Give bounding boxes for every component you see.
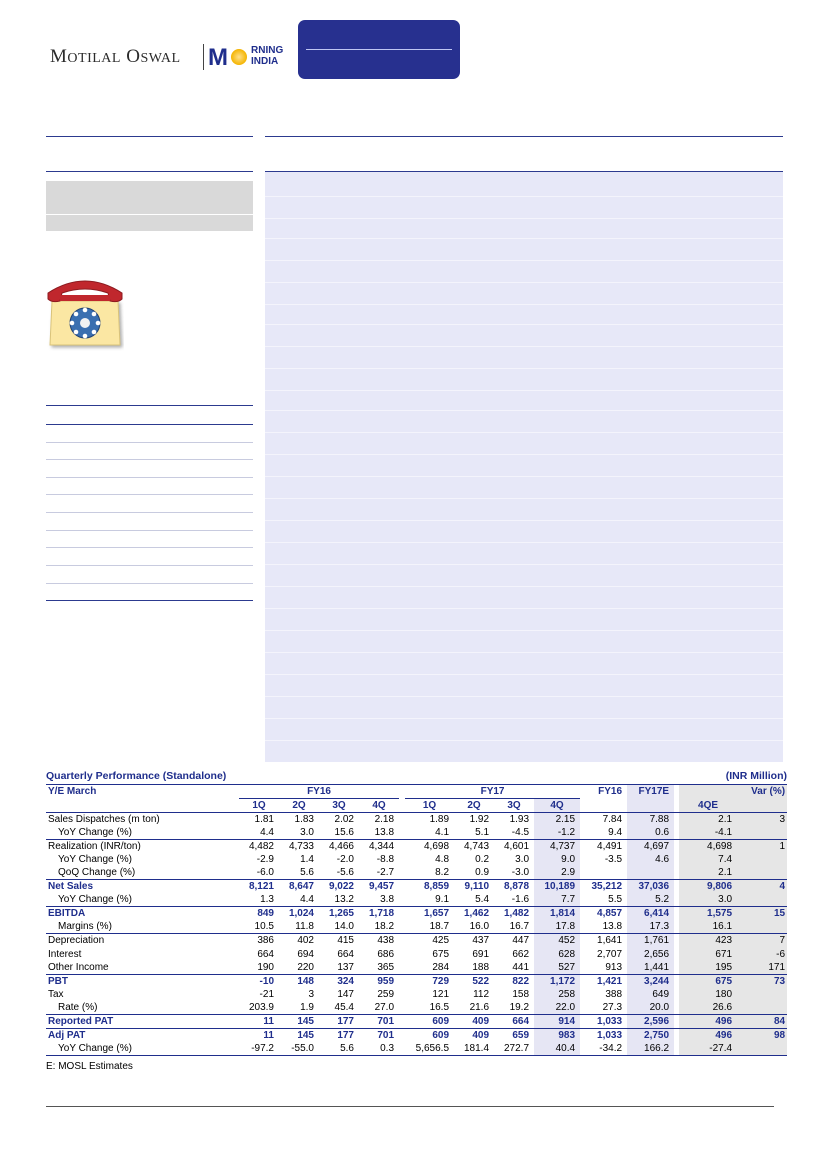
table-cell: Rate (%) [58, 1002, 98, 1014]
table-cell: 11 [239, 1015, 279, 1029]
table-cell: 22.0 [534, 1001, 580, 1015]
table-cell: -4.5 [511, 827, 530, 838]
table-cell: 272.7 [494, 1042, 534, 1056]
table-cell: 1.89 [405, 813, 454, 827]
table-cell: 0.6 [627, 826, 674, 840]
table-row [46, 893, 787, 907]
table-footnote: E: MOSL Estimates [46, 1061, 133, 1072]
table-cell: 3.0 [515, 854, 530, 866]
table-cell: 671 [679, 947, 737, 960]
table-cell: 1,814 [534, 907, 580, 921]
table-row [46, 1001, 787, 1015]
table-cell: 8,121 [239, 880, 279, 894]
table-cell: 4,737 [534, 840, 580, 854]
table-cell [587, 866, 627, 880]
table-cell: 1.83 [279, 813, 319, 827]
table-cell: 402 [279, 934, 319, 948]
table-cell: 4,743 [454, 840, 494, 854]
table-cell: 441 [512, 961, 530, 973]
table-cell: 177 [319, 1029, 359, 1043]
table-cell: -10 [239, 974, 279, 988]
table-cell: 20.0 [627, 1001, 674, 1015]
table-cell: 4,482 [239, 840, 279, 854]
table-cell: YoY Change (%) [58, 894, 132, 906]
table-cell: 522 [454, 974, 494, 988]
table-cell: 8,647 [279, 880, 319, 894]
table-cell: 13.8 [374, 827, 395, 838]
sidebar-list-divider [46, 442, 253, 443]
table-cell: 324 [319, 974, 359, 988]
table-cell: 37,036 [627, 880, 674, 894]
table-cell: 4,698 [679, 840, 737, 854]
table-cell: Sales Dispatches (m ton) [46, 813, 239, 827]
column-header: FY17 [405, 785, 580, 799]
table-cell: 18.2 [374, 921, 395, 933]
table-cell: 1,761 [627, 934, 674, 948]
morning-india-logo-text: RNING INDIA [251, 45, 284, 67]
table-cell: 409 [454, 1015, 494, 1029]
table-cell: 40.4 [534, 1042, 580, 1056]
table-cell: Other Income [48, 961, 109, 973]
table-cell: PBT [46, 974, 239, 988]
table-cell: 137 [337, 961, 354, 973]
table-cell: -5.6 [336, 867, 354, 879]
table-cell: 1.4 [300, 854, 314, 866]
table-cell: 5.2 [627, 893, 674, 907]
table-cell: 675 [432, 948, 450, 960]
table-cell: 388 [605, 988, 623, 1000]
table-cell: 691 [472, 948, 490, 960]
table-cell: 1 [737, 840, 787, 854]
table-cell: QoQ Change (%) [58, 867, 136, 879]
table-cell: 10.5 [254, 921, 274, 933]
table-cell: 181.4 [454, 1042, 494, 1056]
table-cell: 166.2 [627, 1042, 674, 1056]
table-cell: 2,656 [627, 947, 674, 960]
table-cell: 1,482 [494, 907, 534, 921]
table-cell: -2.9 [256, 854, 274, 866]
table-cell: 4,733 [279, 840, 319, 854]
table-cell: 45.4 [334, 1002, 354, 1014]
column-header: 4QE [679, 799, 737, 813]
table-row [46, 988, 787, 1001]
table-cell: 26.6 [679, 1001, 737, 1015]
table-row [46, 1015, 787, 1029]
table-cell: YoY Change (%) [58, 854, 132, 866]
table-row [46, 934, 787, 948]
table-cell: 5.6 [319, 1042, 359, 1056]
table-cell: -34.2 [587, 1042, 627, 1056]
table-cell: 1.92 [454, 813, 494, 827]
table-cell: 701 [359, 1029, 399, 1043]
table-cell: 659 [494, 1029, 534, 1043]
table-cell: 1,641 [587, 934, 627, 948]
table-cell [737, 853, 787, 866]
table-cell: 437 [454, 934, 494, 948]
table-cell: 16.7 [509, 921, 530, 933]
table-cell: 649 [627, 988, 674, 1001]
table-cell: 1,033 [587, 1029, 627, 1043]
table-cell: 3 [308, 988, 314, 1000]
table-cell: 409 [454, 1029, 494, 1043]
table-cell: 11.8 [295, 921, 314, 933]
table-cell: 5.1 [475, 827, 490, 838]
header-row-years [46, 785, 787, 799]
table-cell: -3.5 [604, 854, 623, 866]
table-cell: Margins (%) [58, 921, 112, 933]
table-cell: 452 [534, 934, 580, 948]
table-row [46, 1029, 787, 1043]
table-cell: -2.0 [336, 854, 354, 866]
sidebar-list-divider [46, 459, 253, 460]
table-cell: 9,806 [679, 880, 737, 894]
table-cell: 15 [737, 907, 787, 921]
table-row [46, 920, 787, 934]
column-header: 3Q [319, 799, 359, 813]
table-cell: 664 [337, 948, 354, 960]
table-cell: 1,718 [359, 907, 399, 921]
table-cell: 4,697 [627, 840, 674, 854]
table-cell: 112 [473, 988, 490, 1000]
table-cell: 21.6 [469, 1002, 490, 1014]
sun-icon [231, 49, 247, 65]
table-cell: 914 [534, 1015, 580, 1029]
table-cell: 148 [279, 974, 319, 988]
column-header: 1Q [239, 799, 279, 813]
table-cell: 11 [239, 1029, 279, 1043]
morning-india-logo-m: M [208, 44, 228, 71]
footer-rule [46, 1106, 774, 1107]
table-cell: 27.3 [602, 1002, 623, 1014]
table-cell: 220 [297, 961, 314, 973]
table-cell: 9,110 [454, 880, 494, 894]
table-cell: 195 [679, 961, 737, 975]
table-cell [737, 893, 787, 907]
sidebar-list-divider [46, 530, 253, 531]
table-cell: 913 [605, 961, 623, 973]
table-cell: 1,462 [454, 907, 494, 921]
table-row [46, 947, 787, 960]
table-cell: 425 [405, 934, 454, 948]
table-row [46, 853, 787, 866]
table-cell: -6.0 [256, 867, 274, 879]
table-cell: -1.2 [534, 826, 580, 840]
table-cell: Interest [48, 948, 82, 960]
table-cell: 1.81 [239, 813, 279, 827]
table-cell: 259 [377, 988, 395, 1000]
table-cell: -4.1 [679, 826, 737, 840]
table-cell: 628 [534, 947, 580, 960]
table-cell: 3,244 [627, 974, 674, 988]
sidebar-list-divider [46, 583, 253, 584]
table-cell: 1,441 [627, 961, 674, 975]
header-row-quarters [46, 799, 787, 813]
table-cell: 822 [494, 974, 534, 988]
table-cell: EBITDA [46, 907, 239, 921]
table-cell: 664 [257, 948, 274, 960]
table-cell: 258 [534, 988, 580, 1001]
table-cell: YoY Change (%) [58, 827, 132, 838]
table-cell: 664 [494, 1015, 534, 1029]
table-cell: 10,189 [534, 880, 580, 894]
table-cell: 1,265 [319, 907, 359, 921]
table-cell: -2.7 [376, 867, 395, 879]
table-cell: 0.3 [359, 1042, 399, 1056]
table-row [46, 974, 787, 988]
table-cell: 983 [534, 1029, 580, 1043]
table-cell: 7.4 [679, 853, 737, 866]
table-cell: 4,466 [319, 840, 359, 854]
table-cell: 4.6 [627, 853, 674, 866]
table-cell: 2.18 [359, 813, 399, 827]
sidebar-list-divider [46, 512, 253, 513]
table-cell: 1,657 [405, 907, 454, 921]
table-cell: 2.15 [534, 813, 580, 827]
main-content-panel [265, 172, 783, 762]
table-cell: 177 [319, 1015, 359, 1029]
table-cell: 4.8 [435, 854, 450, 866]
sidebar-rule [46, 405, 253, 406]
table-cell: 2.02 [319, 813, 359, 827]
table-cell: Depreciation [46, 934, 239, 948]
table-cell: 447 [494, 934, 534, 948]
table-row [46, 866, 787, 880]
table-cell: 9,022 [319, 880, 359, 894]
table-cell: 14.0 [334, 921, 354, 933]
table-cell: 203.9 [248, 1002, 274, 1014]
table-row [46, 961, 787, 975]
sidebar-list-divider [46, 477, 253, 478]
column-header: 4Q [534, 799, 580, 813]
table-cell: 1.3 [260, 894, 274, 906]
table-cell: 4.1 [435, 827, 450, 838]
table-cell: 609 [405, 1015, 454, 1029]
table-cell: 9.0 [534, 853, 580, 866]
table-cell: 7.7 [534, 893, 580, 907]
column-header: 2Q [279, 799, 319, 813]
table-cell: Adj PAT [46, 1029, 239, 1043]
table-cell: 5.6 [300, 867, 314, 879]
table-cell: YoY Change (%) [46, 1042, 239, 1056]
table-cell: 4 [737, 880, 787, 894]
sidebar-rule [46, 600, 253, 601]
table-cell: 1,033 [587, 1015, 627, 1029]
table-cell: 2,596 [627, 1015, 674, 1029]
table-cell: 0.9 [475, 867, 490, 879]
table-cell: 1,421 [587, 974, 627, 988]
table-cell: 1,575 [679, 907, 737, 921]
table-cell: 365 [377, 961, 395, 973]
table-cell: 496 [679, 1015, 737, 1029]
table-cell: 849 [239, 907, 279, 921]
table-cell: 4,857 [587, 907, 627, 921]
table-cell: 4.4 [300, 894, 314, 906]
table-cell: 13.8 [602, 921, 623, 933]
table-cell: 121 [432, 988, 450, 1000]
sidebar-rule [46, 171, 253, 172]
table-cell: 145 [279, 1029, 319, 1043]
table-cell: 2,750 [627, 1029, 674, 1043]
table-cell: 438 [359, 934, 399, 948]
table-cell: 190 [257, 961, 274, 973]
table-cell [737, 866, 787, 880]
sidebar-list-divider [46, 494, 253, 495]
table-cell: 35,212 [587, 880, 627, 894]
table-cell: -27.4 [679, 1042, 737, 1056]
table-cell: 8,859 [405, 880, 454, 894]
table-cell: 5.5 [608, 894, 623, 906]
table-cell: 1,024 [279, 907, 319, 921]
column-header: FY16 [598, 786, 623, 798]
table-cell [737, 826, 787, 840]
table-cell [737, 1001, 787, 1015]
table-row [46, 907, 787, 921]
table-cell: -1.6 [511, 894, 530, 906]
table-cell: 145 [279, 1015, 319, 1029]
table-cell: 2,707 [597, 948, 623, 960]
table-cell: 19.2 [509, 1002, 530, 1014]
table-cell: 73 [737, 974, 787, 988]
sidebar-info-box [46, 181, 253, 231]
column-header: 2Q [454, 799, 494, 813]
column-header: 4Q [359, 799, 399, 813]
table-cell: 18.7 [429, 921, 450, 933]
table-cell: 4.4 [260, 827, 274, 838]
table-cell: 527 [534, 961, 580, 975]
table-row [46, 880, 787, 894]
table-cell: 188 [472, 961, 490, 973]
table-cell: 9.4 [608, 827, 623, 838]
sidebar-rule [46, 136, 253, 137]
column-header: Y/E March [48, 786, 97, 798]
table-row [46, 1042, 787, 1056]
table-cell [737, 1042, 787, 1056]
table-cell: 609 [405, 1029, 454, 1043]
logo-divider [203, 44, 204, 70]
table-cell: 16.1 [679, 920, 737, 934]
table-cell: 171 [737, 961, 787, 975]
column-header: 1Q [405, 799, 454, 813]
table-cell: 423 [679, 934, 737, 948]
table-cell: -8.8 [376, 854, 395, 866]
table-cell: 4,698 [405, 840, 454, 854]
table-cell: Net Sales [46, 880, 239, 894]
main-rule [265, 136, 783, 137]
table-cell: 2.9 [534, 866, 580, 880]
table-cell: 16.5 [429, 1002, 450, 1014]
table-cell: 7 [737, 934, 787, 948]
table-cell: -21 [259, 988, 274, 1000]
table-title: Quarterly Performance (Standalone) [46, 770, 227, 782]
table-cell: 147 [337, 988, 354, 1000]
table-cell: 284 [432, 961, 450, 973]
table-cell: 2.1 [679, 866, 737, 880]
table-row [46, 840, 787, 854]
table-cell: 415 [319, 934, 359, 948]
table-cell [737, 920, 787, 934]
table-cell: 9,457 [359, 880, 399, 894]
table-cell: 8,878 [494, 880, 534, 894]
table-cell: 675 [679, 974, 737, 988]
table-cell: 694 [297, 948, 314, 960]
column-header: FY17E [627, 785, 674, 799]
table-cell: 7.84 [587, 813, 627, 827]
table-cell: 158 [512, 988, 530, 1000]
table-row [46, 826, 787, 840]
table-cell: -55.0 [279, 1042, 319, 1056]
table-cell: 13.2 [334, 894, 354, 906]
table-cell: 6,414 [627, 907, 674, 921]
motilal-oswal-logo: MOTILAL OSWAL [50, 46, 181, 67]
sidebar-list-divider [46, 547, 253, 548]
table-cell [737, 988, 787, 1001]
sidebar-rule [46, 424, 253, 425]
sidebar-list-divider [46, 565, 253, 566]
table-cell: 1.93 [494, 813, 534, 827]
table-cell: 2.1 [679, 813, 737, 827]
table-cell: Reported PAT [46, 1015, 239, 1029]
table-cell: 17.8 [534, 920, 580, 934]
table-cell: 959 [359, 974, 399, 988]
table-unit: (INR Million) [725, 770, 787, 782]
table-cell: 5,656.5 [405, 1042, 454, 1056]
header-banner [298, 20, 460, 79]
table-cell: 15.6 [334, 827, 354, 838]
table-cell: 17.3 [627, 920, 674, 934]
table-cell: 4,601 [494, 840, 534, 854]
table-cell: 8.2 [435, 867, 450, 879]
table-cell: 3.0 [300, 827, 314, 838]
table-cell: 729 [405, 974, 454, 988]
table-row [46, 813, 787, 827]
table-cell: 1,172 [534, 974, 580, 988]
table-cell: 3.8 [380, 894, 395, 906]
column-header [679, 785, 737, 799]
table-cell: 84 [737, 1015, 787, 1029]
table-cell: 5.4 [475, 894, 490, 906]
table-cell: -6 [737, 947, 787, 960]
column-header: 3Q [494, 799, 534, 813]
table-cell: 4,491 [587, 840, 627, 854]
table-cell: Realization (INR/ton) [46, 840, 239, 854]
conference-call-icon [46, 273, 124, 351]
table-cell [627, 866, 674, 880]
table-cell: -3.0 [511, 867, 530, 879]
table-cell: 4,344 [359, 840, 399, 854]
table-cell: 180 [679, 988, 737, 1001]
table-cell: 9.1 [435, 894, 450, 906]
table-cell: 386 [239, 934, 279, 948]
performance-grid [46, 785, 787, 1056]
table-cell: 3.0 [679, 893, 737, 907]
table-cell: 16.0 [469, 921, 490, 933]
table-cell: -97.2 [239, 1042, 279, 1056]
table-cell: Tax [48, 988, 64, 1000]
column-header: FY16 [239, 785, 399, 799]
table-cell: 7.88 [627, 813, 674, 827]
table-cell: 686 [377, 948, 395, 960]
table-cell: 1.9 [300, 1002, 314, 1014]
column-header: Var (%) [737, 785, 787, 799]
table-cell: 3 [737, 813, 787, 827]
table-cell: 98 [737, 1029, 787, 1043]
table-cell: 496 [679, 1029, 737, 1043]
table-cell: 701 [359, 1015, 399, 1029]
table-cell: 27.0 [374, 1002, 395, 1014]
table-cell: 662 [512, 948, 530, 960]
table-cell: 0.2 [475, 854, 490, 866]
